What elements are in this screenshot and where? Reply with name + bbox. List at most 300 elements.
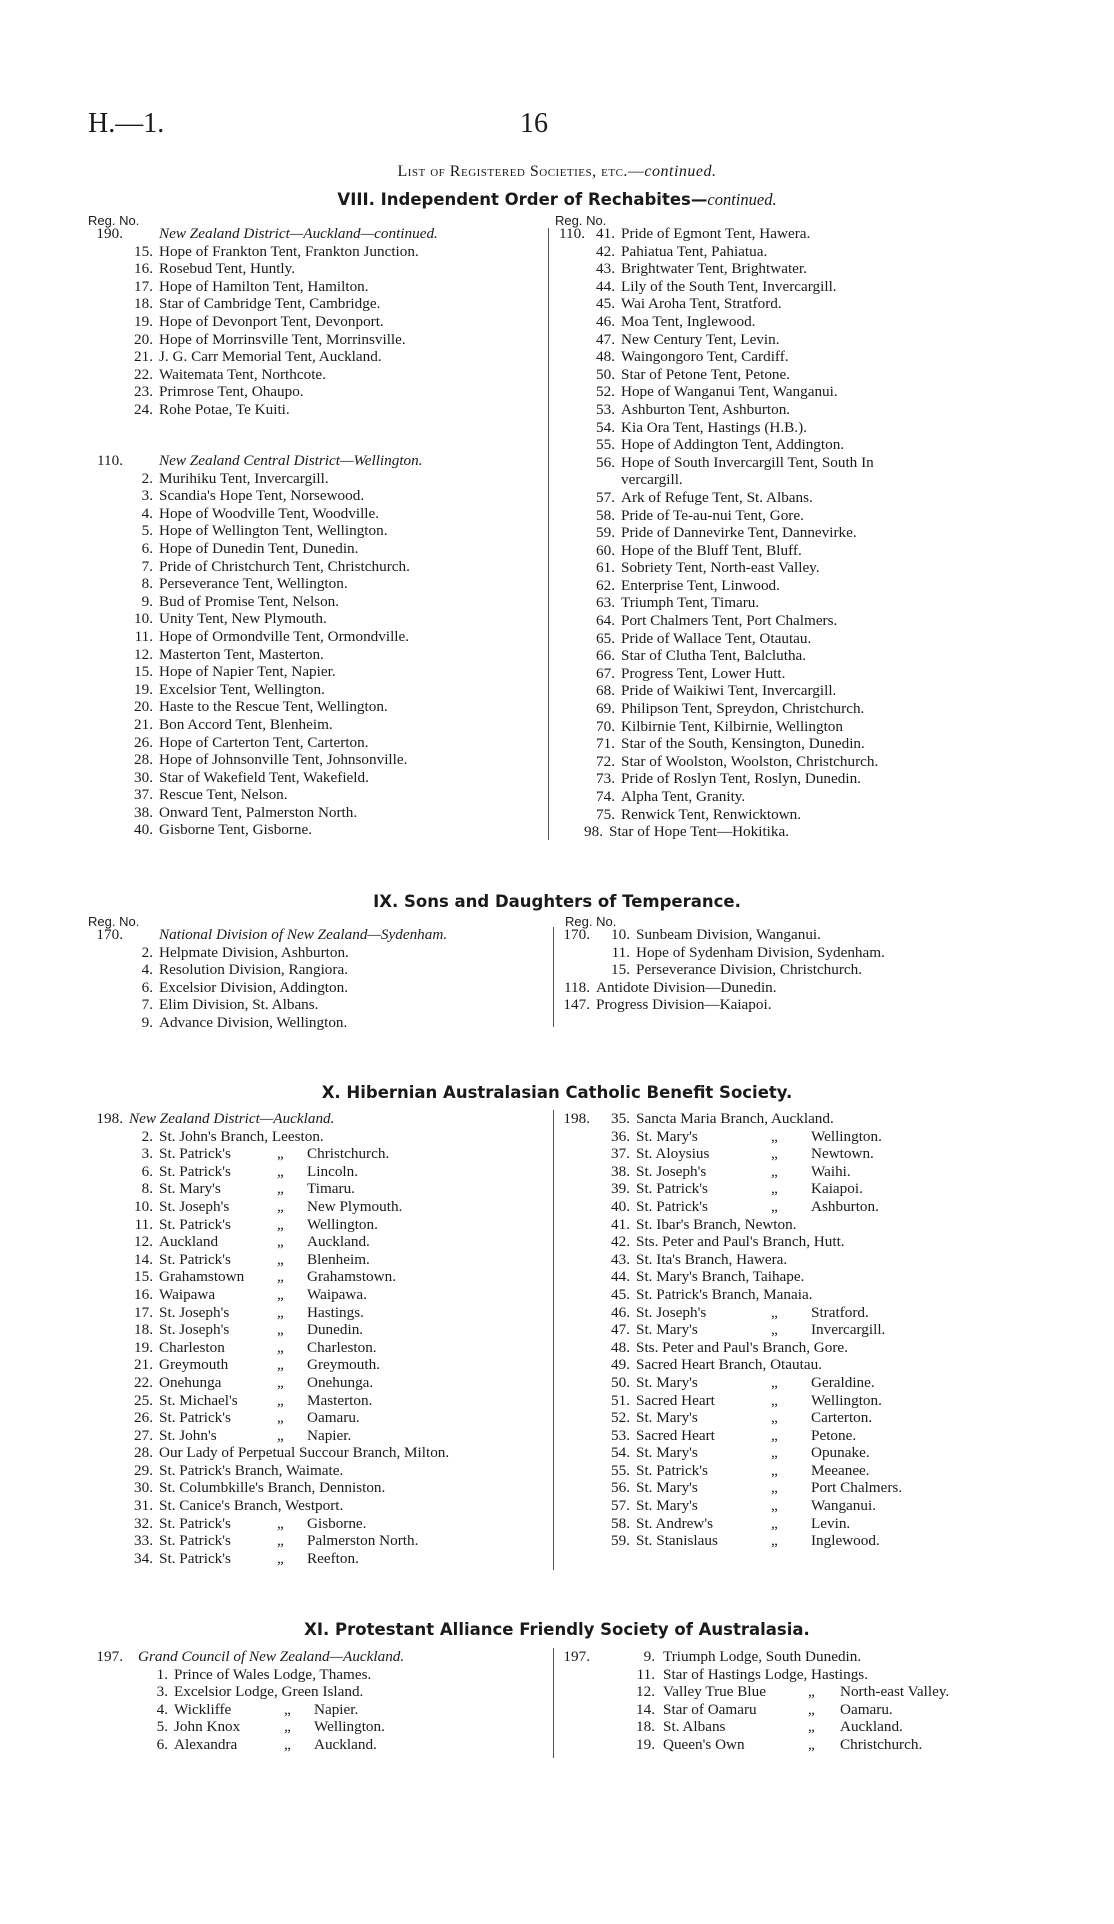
list-item <box>560 1128 1030 1146</box>
item-text: Wai Aroha Tent, Stratford. <box>621 295 782 313</box>
branch-name: St. Aloysius <box>636 1145 710 1163</box>
list-item <box>93 610 543 628</box>
section-x-right-list <box>560 1110 1030 1550</box>
list-item <box>93 225 543 243</box>
branch-location: Christchurch. <box>840 1735 923 1753</box>
branch-name: Waipawa <box>159 1285 216 1303</box>
list-item <box>93 1736 548 1754</box>
ditto-mark: „ <box>277 1391 284 1409</box>
branch-name: St. Patrick's <box>159 1250 231 1268</box>
item-number: 44. <box>611 1268 630 1286</box>
item-number: 22. <box>134 1373 153 1391</box>
item-text: J. G. Carr Memorial Tent, Auckland. <box>159 348 382 366</box>
list-item <box>93 383 543 401</box>
branch-location: Gisborne. <box>307 1514 367 1532</box>
reg-number: 198. <box>563 1110 590 1127</box>
list-item <box>555 647 1025 665</box>
column-divider <box>553 1110 554 1570</box>
branch-name: St. Patrick's <box>159 1409 231 1427</box>
ditto-mark: „ <box>284 1735 291 1753</box>
item-text: Hope of Hamilton Tent, Hamilton. <box>159 277 369 295</box>
item-number: 42. <box>596 242 615 260</box>
branch-name: St. Mary's <box>636 1373 698 1391</box>
list-item <box>560 1163 1030 1181</box>
item-number: 11. <box>134 1215 153 1233</box>
list-item <box>560 1701 1030 1719</box>
list-item <box>93 1145 548 1163</box>
item-text: Excelsior Tent, Wellington. <box>159 680 325 698</box>
item-number: 58. <box>596 506 615 524</box>
section-viii-title: VIII. Independent Order of Rechabites—continued. <box>337 190 777 209</box>
item-number: 58. <box>611 1514 630 1532</box>
list-item <box>560 1356 1030 1374</box>
item-number: 35. <box>611 1110 630 1127</box>
list-item <box>555 735 1025 753</box>
item-text: Hope of Carterton Tent, Carterton. <box>159 733 369 751</box>
list-item <box>93 505 543 523</box>
item-number: 21. <box>134 348 153 366</box>
branch-location: Waipawa. <box>307 1285 367 1303</box>
list-item <box>555 700 1025 718</box>
list-item <box>93 295 543 313</box>
branch-name: St. Patrick's <box>159 1162 231 1180</box>
branch-name: St. Patrick's <box>159 1532 231 1550</box>
item-text: Triumph Tent, Timaru. <box>621 594 760 612</box>
column-divider <box>553 927 554 1027</box>
ditto-mark: „ <box>808 1735 815 1753</box>
item-number: 19. <box>134 680 153 698</box>
list-item <box>555 348 1025 366</box>
item-number: 30. <box>134 768 153 786</box>
item-number: 52. <box>596 383 615 401</box>
item-text: Prince of Wales Lodge, Thames. <box>174 1665 372 1683</box>
branch-location: Petone. <box>811 1426 857 1444</box>
item-number: 19. <box>134 1338 153 1356</box>
item-number: 18. <box>636 1718 655 1736</box>
list-item <box>555 454 1025 472</box>
item-number: 71. <box>596 735 615 753</box>
item-text: Pride of Roslyn Tent, Roslyn, Dunedin. <box>621 770 861 788</box>
list-item <box>93 1216 548 1234</box>
item-number: 60. <box>596 541 615 559</box>
ditto-mark: „ <box>277 1145 284 1163</box>
item-number: 45. <box>596 295 615 313</box>
list-item <box>93 558 543 576</box>
item-number: 73. <box>596 770 615 788</box>
branch-location: Wellington. <box>307 1215 378 1233</box>
district-heading: National Division of New Zealand—Sydenham. <box>159 926 448 943</box>
branch-name: St. Joseph's <box>159 1197 230 1215</box>
list-item <box>93 1268 548 1286</box>
item-number: 15. <box>134 663 153 681</box>
item-text: Murihiku Tent, Invercargill. <box>159 469 329 487</box>
branch-location: Carterton. <box>811 1409 873 1427</box>
reg-number: 170. <box>96 926 123 943</box>
ditto-mark: „ <box>277 1303 284 1321</box>
branch-location: Lincoln. <box>307 1162 359 1180</box>
ditto-mark: „ <box>771 1391 778 1409</box>
branch-location: Blenheim. <box>307 1250 370 1268</box>
section-ix-right-list <box>560 926 1030 1014</box>
branch-name: St. Mary's <box>636 1497 698 1515</box>
item-number: 18. <box>134 295 153 313</box>
branch-location: Auckland. <box>840 1718 903 1736</box>
list-item <box>93 1392 548 1410</box>
ditto-mark: „ <box>277 1426 284 1444</box>
item-text: Ashburton Tent, Ashburton. <box>621 400 791 418</box>
list-item <box>93 944 543 962</box>
branch-location: Waihi. <box>811 1162 851 1180</box>
branch-location: Oamaru. <box>840 1700 893 1718</box>
ditto-mark: „ <box>277 1356 284 1374</box>
list-item <box>93 1198 548 1216</box>
item-number: 64. <box>596 612 615 630</box>
list-item <box>93 1683 548 1701</box>
list-item <box>93 1251 548 1269</box>
item-number: 21. <box>134 1356 153 1374</box>
list-item <box>93 1339 548 1357</box>
list-item <box>93 786 543 804</box>
list-item <box>555 295 1025 313</box>
item-text: Sacred Heart Branch, Otautau. <box>636 1356 822 1374</box>
item-text: Masterton Tent, Masterton. <box>159 645 324 663</box>
list-item <box>93 1356 548 1374</box>
item-text: Pride of Te-au-nui Tent, Gore. <box>621 506 804 524</box>
reg-no-label: Reg. No. <box>555 213 607 228</box>
branch-location: Port Chalmers. <box>811 1479 903 1497</box>
list-item <box>555 770 1025 788</box>
district-heading: New Zealand District—Auckland. <box>129 1110 335 1127</box>
ditto-mark: „ <box>771 1162 778 1180</box>
list-item <box>560 1233 1030 1251</box>
list-item <box>93 1718 548 1736</box>
branch-name: St. Mary's <box>636 1409 698 1427</box>
item-number: 69. <box>596 700 615 718</box>
item-number: 67. <box>596 664 615 682</box>
branch-location: Palmerston North. <box>307 1532 419 1550</box>
item-number: 59. <box>611 1532 630 1550</box>
item-number: 41. <box>611 1215 630 1233</box>
list-item <box>560 1736 1030 1754</box>
list-item <box>555 665 1025 683</box>
ditto-mark: „ <box>277 1285 284 1303</box>
item-number: 4. <box>156 1700 168 1718</box>
item-text: Pride of Egmont Tent, Hawera. <box>621 225 811 242</box>
ditto-mark: „ <box>277 1373 284 1391</box>
list-item <box>93 487 543 505</box>
item-number: 23. <box>134 383 153 401</box>
reg-number: 198. <box>96 1110 123 1127</box>
item-text: Moa Tent, Inglewood. <box>621 312 756 330</box>
item-number: 11. <box>134 627 153 645</box>
list-item <box>555 471 1025 489</box>
list-item <box>555 278 1025 296</box>
item-number: 31. <box>134 1497 153 1515</box>
branch-location: Wellington. <box>811 1391 882 1409</box>
item-text: Star of Clutha Tent, Balclutha. <box>621 647 807 665</box>
branch-location: Dunedin. <box>307 1321 364 1339</box>
ditto-mark: „ <box>771 1127 778 1145</box>
item-text: St. Patrick's Branch, Manaia. <box>636 1285 813 1303</box>
item-number: 54. <box>596 418 615 436</box>
branch-location: Inglewood. <box>811 1532 880 1550</box>
ditto-mark: „ <box>771 1409 778 1427</box>
list-item <box>555 542 1025 560</box>
branch-location: Newtown. <box>811 1145 874 1163</box>
list-item <box>560 1648 1030 1666</box>
item-number: 18. <box>134 1321 153 1339</box>
branch-name: Wickliffe <box>174 1700 232 1718</box>
list-item <box>555 260 1025 278</box>
section-ix-title: IX. Sons and Daughters of Temperance. <box>373 892 741 911</box>
item-number: 20. <box>134 698 153 716</box>
ditto-mark: „ <box>277 1321 284 1339</box>
item-text: St. Columbkille's Branch, Denniston. <box>159 1479 386 1497</box>
list-item <box>93 1427 548 1445</box>
list-item <box>93 1233 548 1251</box>
item-text: Scandia's Hope Tent, Norsewood. <box>159 487 365 505</box>
item-number: 7. <box>141 557 153 575</box>
item-text: Hope of Johnsonville Tent, Johnsonville. <box>159 751 408 769</box>
branch-name: St. Joseph's <box>636 1303 707 1321</box>
item-number: 11. <box>611 943 630 961</box>
list-item <box>93 646 543 664</box>
item-number: 38. <box>611 1162 630 1180</box>
branch-name: Alexandra <box>174 1735 238 1753</box>
item-number: 55. <box>611 1461 630 1479</box>
item-number: 20. <box>134 330 153 348</box>
item-number: 26. <box>134 733 153 751</box>
item-text: Sts. Peter and Paul's Branch, Gore. <box>636 1338 848 1356</box>
item-number: 7. <box>141 996 153 1014</box>
branch-location: Levin. <box>811 1514 851 1532</box>
branch-name: Sacred Heart <box>636 1391 715 1409</box>
branch-name: St. John's <box>159 1426 217 1444</box>
item-number: 55. <box>596 436 615 454</box>
reg-number: 147. <box>563 996 590 1014</box>
list-item <box>560 979 1030 997</box>
section-xi-title: XI. Protestant Alliance Friendly Society of Australasia. <box>304 1620 810 1639</box>
list-item <box>560 1427 1030 1445</box>
item-number: 48. <box>611 1338 630 1356</box>
reg-no-label: Reg. No. <box>88 213 140 228</box>
item-text: Pride of Dannevirke Tent, Dannevirke. <box>621 524 857 542</box>
list-item <box>93 313 543 331</box>
section-xi-right-list <box>560 1648 1030 1754</box>
column-divider <box>553 1648 554 1758</box>
item-number: 42. <box>611 1233 630 1251</box>
item-text: Primrose Tent, Ohaupo. <box>159 383 304 401</box>
list-item <box>93 1462 548 1480</box>
list-item <box>93 926 543 944</box>
item-number: 4. <box>141 961 153 979</box>
ditto-mark: „ <box>771 1461 778 1479</box>
list-item <box>93 1180 548 1198</box>
item-number: 10. <box>134 610 153 628</box>
list-item <box>93 1666 548 1684</box>
list-item <box>93 1550 548 1568</box>
list-item <box>560 1110 1030 1128</box>
item-number: 40. <box>611 1197 630 1215</box>
list-item <box>93 1515 548 1533</box>
branch-location: Grahamstown. <box>307 1268 396 1286</box>
list-item <box>560 1462 1030 1480</box>
reg-number: 170. <box>563 926 590 943</box>
item-text: Sobriety Tent, North-east Valley. <box>621 559 820 577</box>
item-number: 10. <box>134 1197 153 1215</box>
item-number: 3. <box>156 1683 168 1701</box>
list-item <box>93 1014 543 1032</box>
list-item <box>555 401 1025 419</box>
list-item <box>93 522 543 540</box>
item-text: Excelsior Lodge, Green Island. <box>174 1683 364 1701</box>
item-number: 4. <box>141 504 153 522</box>
ditto-mark: „ <box>771 1197 778 1215</box>
item-number: 53. <box>611 1426 630 1444</box>
item-text: Hope of Dunedin Tent, Dunedin. <box>159 539 359 557</box>
list-item <box>93 593 543 611</box>
list-item <box>93 1532 548 1550</box>
list-item <box>93 540 543 558</box>
item-number: 54. <box>611 1444 630 1462</box>
list-item <box>93 1321 548 1339</box>
district-heading: Grand Council of New Zealand—Auckland. <box>138 1648 405 1665</box>
item-text: Hope of South Invercargill Tent, South In <box>621 453 874 471</box>
item-number: 43. <box>596 260 615 278</box>
branch-location: Invercargill. <box>811 1321 886 1339</box>
list-item <box>93 1648 548 1666</box>
item-number: 33. <box>134 1532 153 1550</box>
item-number: 46. <box>611 1303 630 1321</box>
branch-location: Hastings. <box>307 1303 364 1321</box>
item-text: Hope of Ormondville Tent, Ormondville. <box>159 627 410 645</box>
list-item <box>560 1666 1030 1684</box>
branch-location: Wellington. <box>811 1127 882 1145</box>
item-number: 1. <box>156 1665 168 1683</box>
item-number: 57. <box>596 488 615 506</box>
item-text: Hope of Napier Tent, Napier. <box>159 663 336 681</box>
item-number: 10. <box>611 926 630 943</box>
item-text: Kilbirnie Tent, Kilbirnie, Wellington <box>621 717 843 735</box>
branch-name: St. Michael's <box>159 1391 238 1409</box>
item-text: Sancta Maria Branch, Auckland. <box>636 1110 834 1127</box>
item-text: Star of Hope Tent—Hokitika. <box>609 823 790 841</box>
branch-location: Ashburton. <box>811 1197 879 1215</box>
branch-name: St. Mary's <box>636 1127 698 1145</box>
item-text: Pahiatua Tent, Pahiatua. <box>621 242 768 260</box>
ditto-mark: „ <box>284 1718 291 1736</box>
list-item <box>560 1321 1030 1339</box>
item-text: Hope of Wellington Tent, Wellington. <box>159 522 388 540</box>
list-item <box>560 1286 1030 1304</box>
item-number: 48. <box>596 348 615 366</box>
item-number: 46. <box>596 312 615 330</box>
branch-name: Charleston <box>159 1338 225 1356</box>
branch-name: Star of Oamaru <box>663 1700 757 1718</box>
ditto-mark: „ <box>277 1180 284 1198</box>
ditto-mark: „ <box>277 1250 284 1268</box>
branch-name: John Knox <box>174 1718 241 1736</box>
item-text: St. Canice's Branch, Westport. <box>159 1497 344 1515</box>
list-item <box>93 681 543 699</box>
item-number: 51. <box>611 1391 630 1409</box>
ditto-mark: „ <box>284 1700 291 1718</box>
list-item <box>555 507 1025 525</box>
list-item <box>93 979 543 997</box>
branch-name: Valley True Blue <box>663 1683 766 1701</box>
item-text: Ark of Refuge Tent, St. Albans. <box>621 488 813 506</box>
reg-number: 190. <box>96 225 123 242</box>
item-text: Port Chalmers Tent, Port Chalmers. <box>621 612 838 630</box>
item-text: Star of Woolston, Woolston, Christchurch. <box>621 752 879 770</box>
item-text: Progress Division—Kaiapoi. <box>596 996 772 1014</box>
section-ix-left-list <box>93 926 543 1032</box>
district-heading: New Zealand District—Auckland—continued. <box>159 225 438 242</box>
item-number: 15. <box>134 242 153 260</box>
item-text: Brightwater Tent, Brightwater. <box>621 260 807 278</box>
item-number: 16. <box>134 260 153 278</box>
list-item <box>93 769 543 787</box>
branch-location: Kaiapoi. <box>811 1180 863 1198</box>
branch-location: North-east Valley. <box>840 1683 950 1701</box>
branch-name: St. Mary's <box>159 1180 221 1198</box>
item-number: 16. <box>134 1285 153 1303</box>
branch-name: St. Andrew's <box>636 1514 713 1532</box>
item-number: 68. <box>596 682 615 700</box>
section-x-title: X. Hibernian Australasian Catholic Benefit Society. <box>321 1083 793 1102</box>
list-item <box>93 1479 548 1497</box>
branch-name: St. Albans <box>663 1718 726 1736</box>
branch-name: Grahamstown <box>159 1268 245 1286</box>
list-item <box>560 996 1030 1014</box>
item-number: 2. <box>141 943 153 961</box>
list-item <box>560 1216 1030 1234</box>
list-item <box>560 1683 1030 1701</box>
branch-name: St. Patrick's <box>159 1145 231 1163</box>
ditto-mark: „ <box>771 1145 778 1163</box>
list-item <box>93 716 543 734</box>
item-number: 24. <box>134 400 153 418</box>
branch-location: Opunake. <box>811 1444 870 1462</box>
item-text: Star of Wakefield Tent, Wakefield. <box>159 768 369 786</box>
list-item <box>555 682 1025 700</box>
list-item <box>555 331 1025 349</box>
branch-location: Charleston. <box>307 1338 377 1356</box>
list-item <box>555 524 1025 542</box>
branch-name: St. Patrick's <box>636 1197 708 1215</box>
branch-location: Onehunga. <box>307 1373 374 1391</box>
item-number: 8. <box>141 575 153 593</box>
branch-name: St. Patrick's <box>159 1514 231 1532</box>
item-number: 9. <box>141 592 153 610</box>
list-item <box>555 225 1025 243</box>
list-item <box>93 996 543 1014</box>
list-item <box>93 1304 548 1322</box>
item-text: Antidote Division—Dunedin. <box>596 978 777 996</box>
list-item <box>560 1479 1030 1497</box>
list-item <box>560 1409 1030 1427</box>
item-number: 12. <box>636 1683 655 1701</box>
item-number: 27. <box>134 1426 153 1444</box>
list-item <box>93 1110 548 1128</box>
ditto-mark: „ <box>771 1514 778 1532</box>
branch-location: Christchurch. <box>307 1145 390 1163</box>
item-text: Philipson Tent, Spreydon, Christchurch. <box>621 700 865 718</box>
item-number: 17. <box>134 277 153 295</box>
item-text: Kia Ora Tent, Hastings (H.B.). <box>621 418 807 436</box>
item-number: 28. <box>134 1444 153 1462</box>
item-number: 47. <box>611 1321 630 1339</box>
